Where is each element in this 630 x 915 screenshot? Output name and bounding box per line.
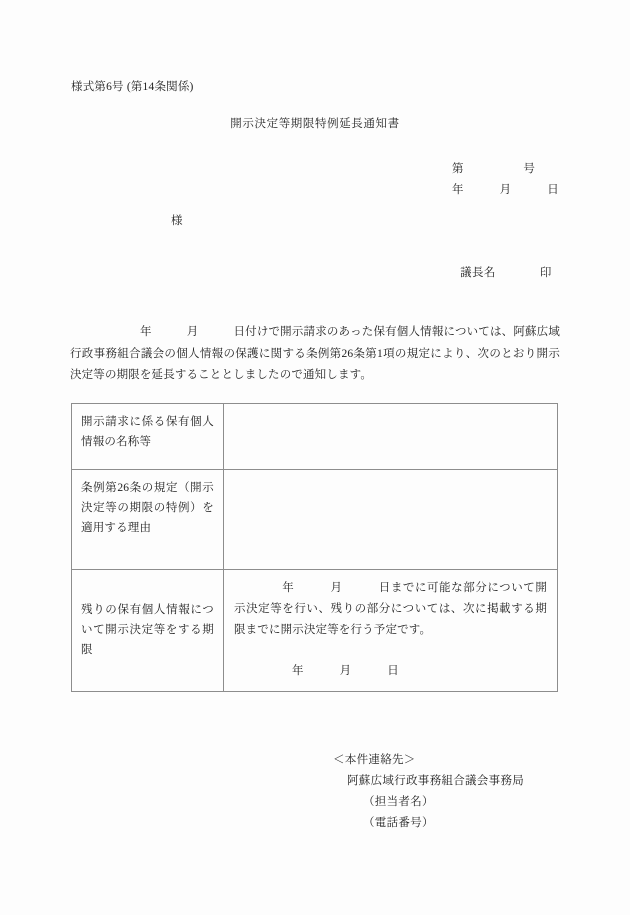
form-number: 様式第6号 (第14条関係) [71,81,194,93]
remaining-info-lead-date: 年 月 日 [234,582,391,594]
document-meta [452,159,559,201]
row-value-remaining-info-deadline[interactable] [224,570,558,692]
issuer-label: 議長名 [460,266,496,279]
contact-office: 阿蘇広域行政事務組合議会事務局 [347,775,524,787]
table-row [72,570,558,692]
body-text: 付けで開示請求のあった保有個人情報については、阿蘇広域行政事務組合議会の個人情報の保護に関する条例第26条第1項の規定により、次のとおり開示決定等の期限を延長することとしましたので通知します。 [70,326,561,381]
remaining-info-text: までに可能な部分について開示決定等を行い、残りの部分については、次に掲載する期限までに開示決定等を行う予定です。 [234,582,548,636]
body-paragraph [70,322,560,387]
remaining-info-paragraph [234,578,547,641]
seal-label: 印 [539,266,552,279]
contact-block [333,750,524,834]
table-row [72,470,558,570]
row-value-reason-for-extension[interactable] [224,470,558,570]
signature-line [447,256,552,291]
remaining-info-date-line: 年 月 日 [292,665,400,677]
table-row [72,404,558,470]
body-lead-date: 年 月 日 [70,326,246,338]
contact-heading: ＜本件連絡先＞ [333,754,416,766]
row-label-remaining-info-deadline: 残りの保有個人情報について開示決定等をする期限 [72,570,224,692]
addressee-honorific: 様 [171,215,183,227]
row-value-disclosure-request-name[interactable] [224,404,558,470]
row-label-reason-for-extension: 条例第26条の規定（開示決定等の期限の特例）を適用する理由 [72,470,224,570]
notice-detail-table [71,403,558,692]
document-date-line: 年 月 日 [452,184,560,196]
document-number-line: 第 号 [452,163,536,175]
document-title: 開示決定等期限特例延長通知書 [230,118,400,130]
contact-phone-placeholder: （電話番号） [363,817,434,829]
contact-person-placeholder: （担当者名） [363,796,434,808]
row-label-disclosure-request-name: 開示請求に係る保有個人情報の名称等 [72,404,224,470]
